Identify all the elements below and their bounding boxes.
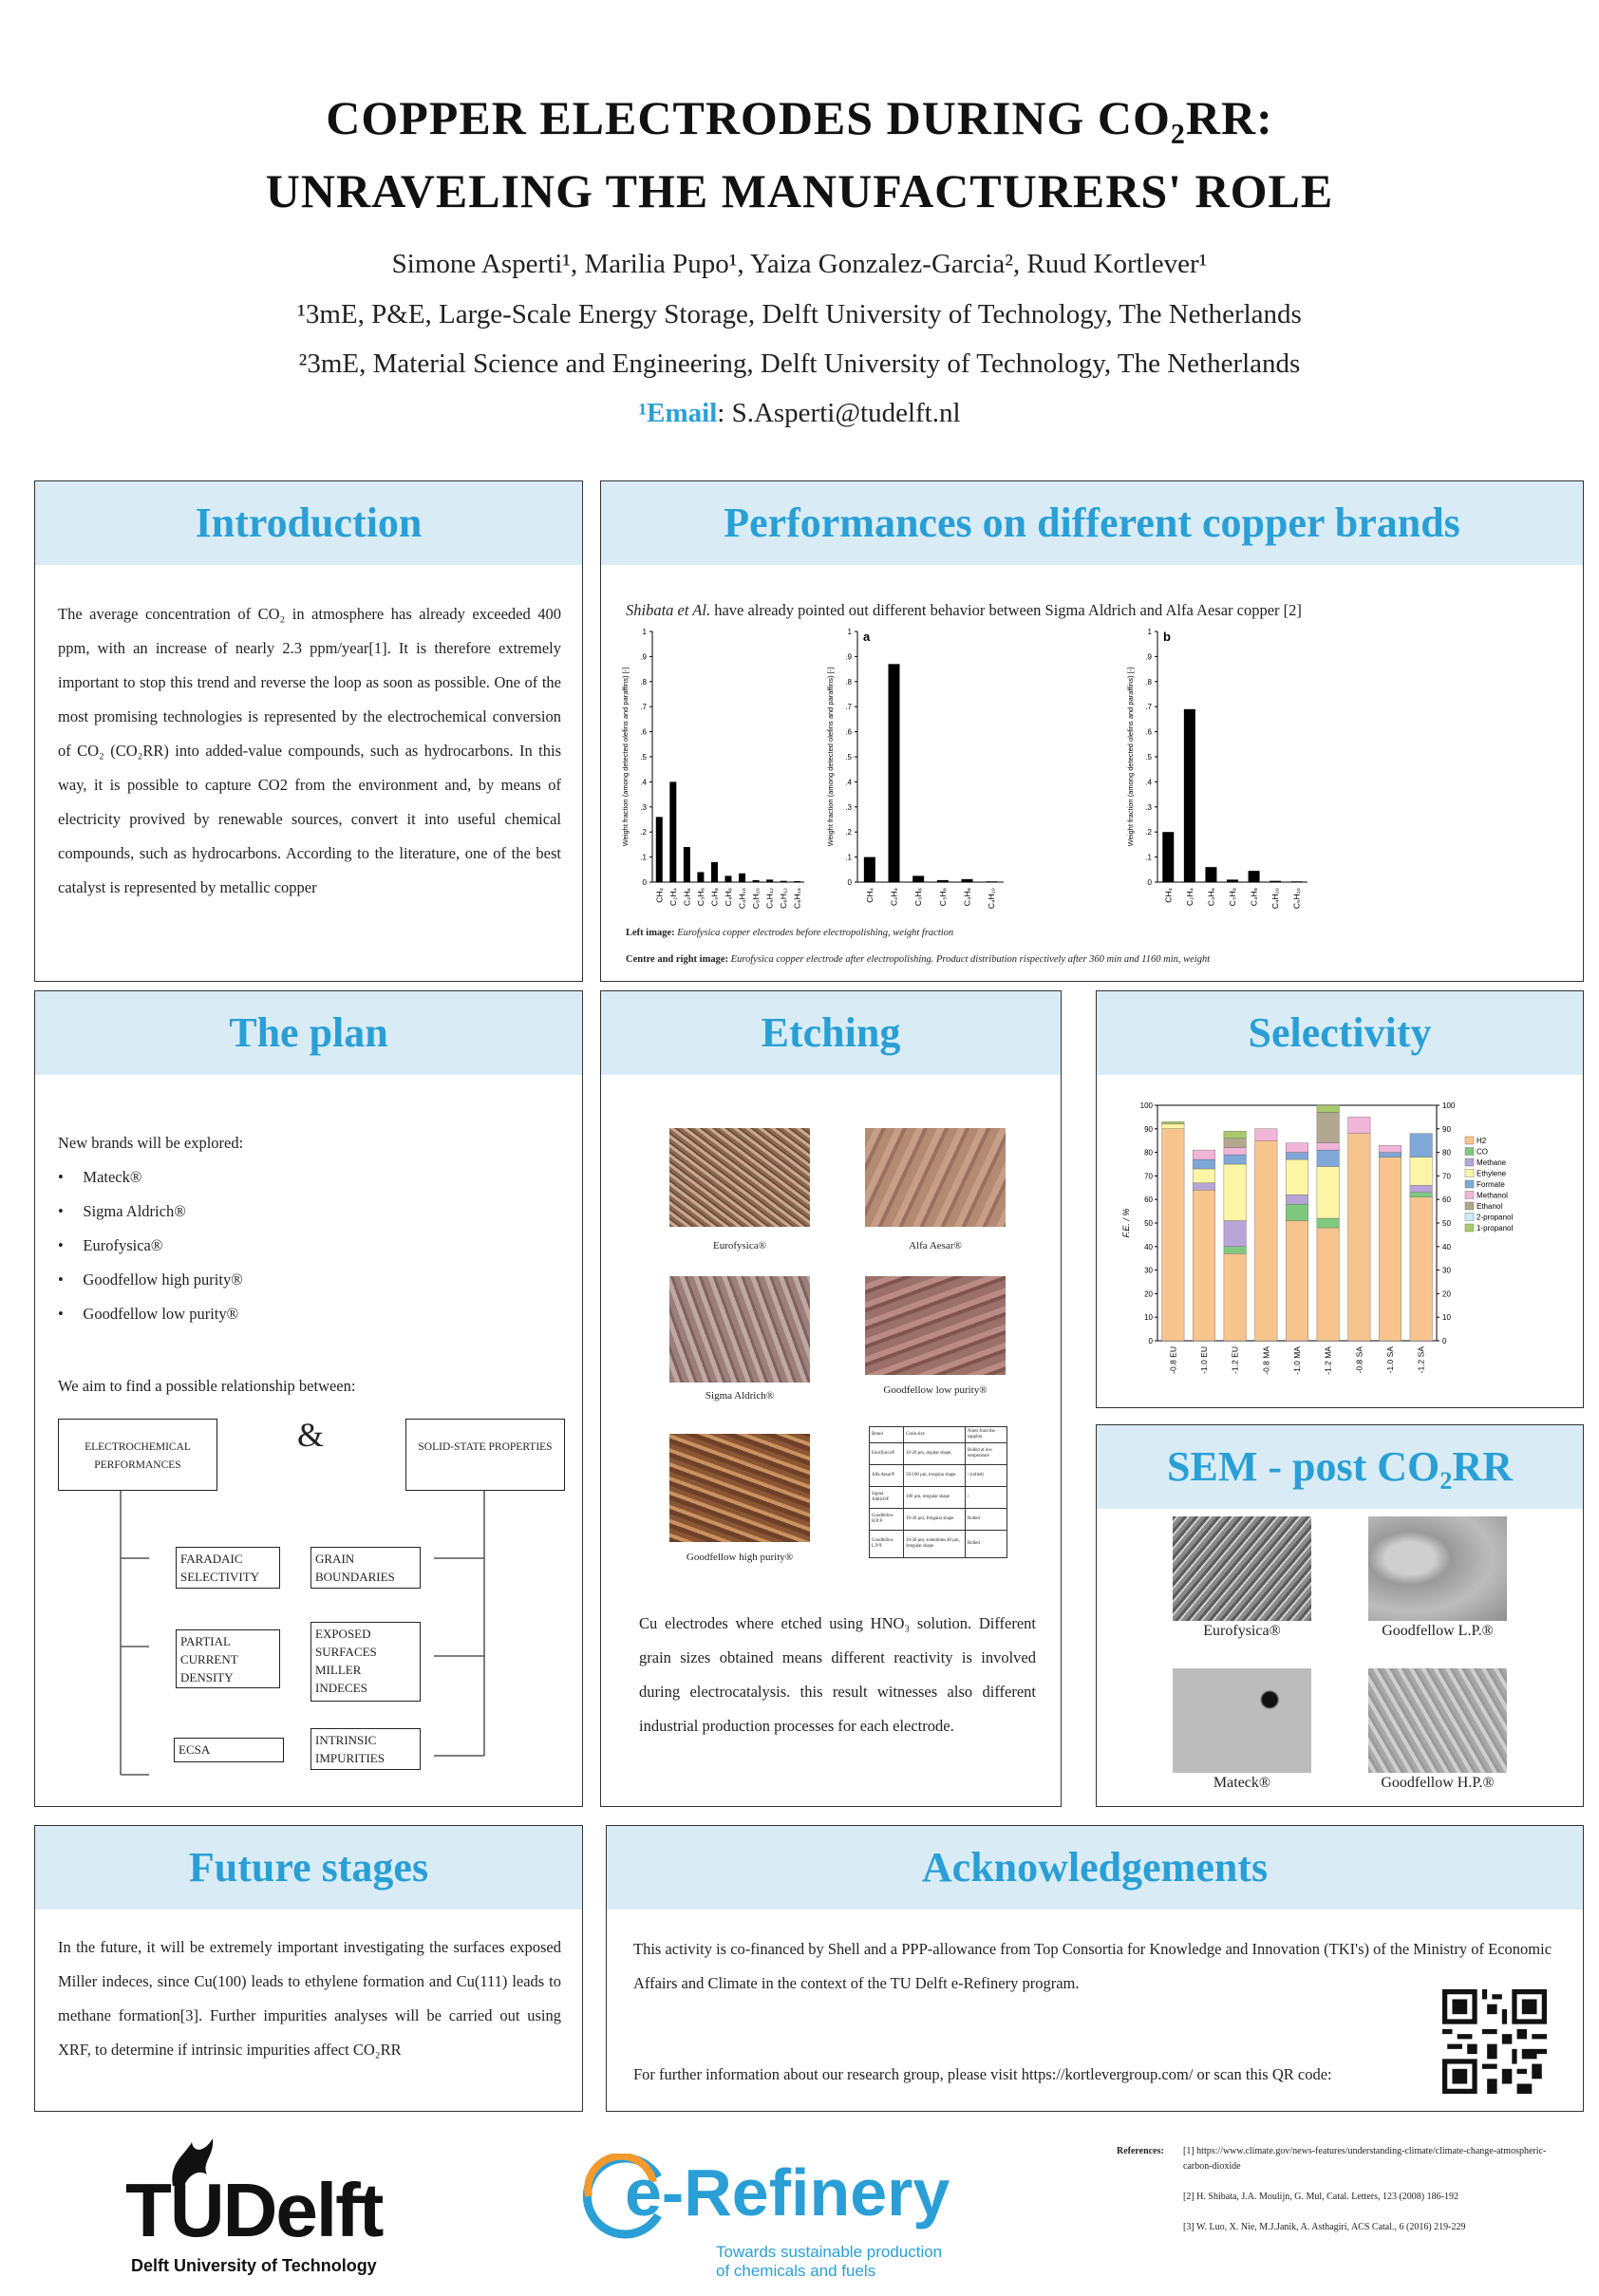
brand-list-item: • Eurofysica® [58, 1236, 163, 1254]
ack-panel [606, 1825, 1584, 2112]
stacked-bar-segment [1193, 1190, 1215, 1341]
etching-panel [600, 990, 1062, 1807]
micrograph-caption: Goodfellow low purity® [883, 1384, 988, 1396]
y-tick-label: 100 [1139, 1101, 1153, 1110]
y-tick-label: 30 [1144, 1266, 1153, 1275]
legend-label: Formate [1477, 1180, 1505, 1189]
y-tick-label: 1 [642, 628, 647, 636]
x-tick-label: C₃H₆ [1206, 888, 1216, 907]
y-tick-label: .9 [1145, 652, 1152, 662]
introduction-text: The average concentration of CO₂ in atmosphere has already exceeded 400 ppm, with an increase of nearly 2.3 ppm/year[1]. It is therefore extremely important to stop this trend and reverse the loop as soon as possible. One of the most promising technologies is represented by the electrochemical conversion of CO₂ (CO₂RR) into added-value compounds, such as hydrocarbons. In this way, it is possible to capture CO2 from the environment and, by means of electricity provived by renewable sources, convert it into useful chemical compounds, such as hydrocarbons. According to the literature, one of the best catalyst is represented by metallic copper [58, 605, 561, 896]
y-tick-label: .2 [640, 828, 647, 837]
selectivity-panel [1096, 990, 1584, 1408]
future-text: In the future, it will be extremely important investigating the surfaces exposed Miller indeces, since Cu(100) leads to ethylene formation and Cu(111) leads to methane formation[3]. Further impurities analyses will be carried out using XRF, to determine if intrinsic impurities affect CO₂RR [58, 1938, 561, 2059]
table-row: Goodfellow H.P.® 10-30 µm, Irregular shape Rolled [870, 1509, 1007, 1531]
legend-swatch [1465, 1170, 1474, 1177]
y-tick-label: 20 [1144, 1289, 1153, 1299]
ampersand: & [297, 1416, 325, 1454]
x-tick-label: -1.2 EU [1230, 1346, 1240, 1374]
legend-label: H2 [1477, 1137, 1487, 1145]
x-tick-label: C₆H₁₄ [792, 888, 802, 910]
stacked-bar-segment [1410, 1197, 1433, 1341]
x-tick-label: C₄H₁₀ [987, 888, 997, 910]
y-tick-label: .7 [1145, 703, 1152, 712]
x-tick-label: C₃H₈ [937, 888, 948, 907]
panel-label: b [1163, 630, 1171, 644]
stacked-bar-segment [1224, 1164, 1247, 1221]
y-axis-label: F.E. / % [1121, 1208, 1131, 1238]
x-tick-label: -0.8 SA [1354, 1346, 1364, 1374]
y-tick-label: 1 [1147, 628, 1152, 636]
legend-label: Methanol [1477, 1191, 1508, 1200]
x-tick-label: C₂H₄ [889, 888, 899, 907]
bar [739, 874, 745, 882]
y-tick-label: .4 [1145, 778, 1152, 787]
bar [753, 880, 760, 882]
faradaic-selectivity-box: FARADAIC SELECTIVITY [176, 1547, 280, 1589]
x-tick-label: C₆H₁₂ [779, 888, 789, 909]
erefinery-logo [568, 2148, 1062, 2281]
sem-image-goodfellow-hp [1368, 1668, 1507, 1773]
x-tick-label: C₄H₈ [962, 888, 972, 907]
y-tick-label: .7 [845, 703, 852, 712]
stacked-bar-segment [1162, 1121, 1185, 1123]
stacked-bar-segment [1410, 1185, 1433, 1192]
legend-label: 2-propanol [1477, 1213, 1514, 1222]
y-tick-label-right: 60 [1442, 1195, 1451, 1205]
faradaic-efficiency-chart-plot [1121, 1101, 1513, 1375]
legend-swatch [1465, 1224, 1474, 1232]
brand-list [58, 1160, 243, 1331]
micrograph-caption: Alfa Aesar® [909, 1240, 962, 1252]
stacked-bar-segment [1286, 1153, 1308, 1159]
y-tick-label: .6 [640, 727, 647, 737]
x-tick-label: C₅H₁₂ [764, 888, 775, 909]
bar [986, 881, 997, 882]
y-tick-label: .6 [1145, 727, 1152, 737]
legend-swatch [1465, 1158, 1474, 1166]
bar [1205, 867, 1216, 882]
grain-size-table [869, 1426, 1007, 1558]
bar [1291, 881, 1303, 882]
y-tick-label: .1 [640, 853, 647, 862]
brand-list-item: • Goodfellow low purity® [58, 1305, 239, 1323]
caption-left-label: Left image: [626, 928, 678, 938]
tu-delft-logo [125, 2135, 467, 2275]
stacked-bar-segment [1410, 1134, 1433, 1157]
bar [711, 862, 718, 882]
brand-list-item: • Goodfellow high purity® [58, 1270, 243, 1289]
bar [1270, 881, 1281, 882]
weight-fraction-chart-b [1126, 628, 1307, 909]
y-tick-label: .4 [640, 778, 647, 787]
y-tick-label-right: 80 [1442, 1148, 1451, 1157]
y-tick-label: .2 [845, 828, 852, 837]
y-axis-label: Weight fraction (among detected olefins and paraffins) [-] [1126, 667, 1135, 847]
y-tick-label: 70 [1144, 1172, 1153, 1181]
ack-heading: Acknowledgements [607, 1826, 1583, 1910]
table-header-cell: Grain size [904, 1427, 966, 1443]
x-tick-label: C₂H₄ [1184, 888, 1195, 907]
x-tick-label: C₃H₈ [1228, 888, 1237, 907]
y-tick-label: .3 [1145, 802, 1152, 812]
legend-label: 1-propanol [1477, 1224, 1514, 1233]
stacked-bar-segment [1193, 1169, 1215, 1183]
y-tick-label-right: 30 [1442, 1266, 1451, 1275]
micrograph-caption: Sigma Aldrich® [705, 1390, 775, 1402]
bar [684, 847, 690, 882]
micrograph-caption: Goodfellow high purity® [686, 1552, 794, 1563]
table-row: Goodfellow L.P.® 10-30 µm, sometimes 40 µm, Irregular shape Rolled [870, 1531, 1007, 1558]
y-tick-label: .6 [845, 727, 852, 737]
y-tick-label: 90 [1144, 1124, 1153, 1134]
x-tick-label: -1.2 SA [1416, 1346, 1426, 1374]
bar [697, 872, 704, 882]
table-row: Sigma Aldrich® 100 µm, irregular shape / [870, 1487, 1007, 1509]
table-row: Alfa Aesar® 50-100 µm, irregular shape / (rolled) [870, 1465, 1007, 1487]
x-tick-label: -1.0 MA [1292, 1346, 1302, 1375]
stacked-bar-segment [1317, 1218, 1340, 1228]
sem-caption: Eurofysica® [1203, 1623, 1281, 1639]
plan-panel [34, 990, 583, 1807]
faradaic-efficiency-chart [1104, 1098, 1579, 1402]
introduction-heading: Introduction [35, 481, 582, 565]
micrograph-caption: Eurofysica® [712, 1240, 766, 1252]
micrograph-sigma-aldrich [669, 1276, 810, 1383]
sem-panel [1096, 1424, 1584, 1807]
y-tick-label: .7 [640, 703, 647, 712]
stacked-bar-segment [1348, 1134, 1371, 1341]
bar [794, 881, 800, 882]
caption-left [626, 928, 953, 938]
stacked-bar-segment [1224, 1148, 1247, 1155]
stacked-bar-segment [1193, 1183, 1215, 1190]
y-tick-label: 1 [847, 628, 852, 636]
y-axis-label: Weight fraction (among detected olefins and paraffins) [-] [621, 667, 630, 847]
performances-intro-author: Shibata et Al. [626, 601, 711, 619]
email-line [0, 398, 1599, 429]
legend-swatch [1465, 1137, 1474, 1144]
authors: Simone Asperti¹, Marilia Pupo¹, Yaiza Gonzalez-Garcia², Ruud Kortlever¹ [391, 249, 1208, 279]
erefinery-tagline [716, 2243, 942, 2281]
stacked-bar-segment [1193, 1150, 1215, 1159]
weight-fraction-charts [614, 624, 1573, 939]
etching-heading: Etching [601, 991, 1061, 1075]
y-tick-label-right: 100 [1442, 1101, 1456, 1110]
stacked-bar-segment [1224, 1247, 1247, 1253]
panel-label: a [863, 630, 871, 644]
y-tick-label: .8 [640, 677, 647, 687]
stacked-bar-segment [1317, 1166, 1340, 1218]
erefinery-tagline-line2: of chemicals and fuels [716, 2262, 876, 2280]
caption-right-label: Centre and right image: [626, 954, 731, 965]
performances-intro [626, 601, 1302, 620]
y-tick-label: .2 [1145, 828, 1152, 837]
sem-caption: Mateck® [1213, 1775, 1271, 1791]
bar [1184, 709, 1195, 882]
etching-text: Cu electrodes where etched using HNO₃ solution. Different grain sizes obtained means different reactivity is involved during electrocatalysis. this result witnesses also different industrial production processes for each electrode. [639, 1614, 1036, 1735]
x-tick-label: CH₄ [1163, 888, 1174, 903]
erefinery-wordmark: e-Refinery [625, 2155, 950, 2230]
sem-heading: SEM - post CO₂RR [1097, 1425, 1583, 1509]
tu-delft-subtitle: Delft University of Technology [131, 2256, 377, 2275]
future-heading: Future stages [35, 1826, 582, 1910]
stacked-bar-segment [1317, 1228, 1340, 1341]
performances-intro-text: have already pointed out different behavior between Sigma Aldrich and Alfa Aesar copper [2] [710, 601, 1302, 619]
y-tick-label: 10 [1144, 1313, 1153, 1323]
x-tick-label: C₅H₁₀ [1291, 888, 1302, 910]
y-tick-label: .5 [1145, 753, 1152, 762]
stacked-bar-segment [1224, 1139, 1247, 1148]
caption-right-text: Eurofysica copper electrode after electropolishing. Product distribution rispectively after 360 min and 1160 min, weight [730, 954, 1211, 965]
x-tick-label: C₄H₁₀ [737, 888, 747, 910]
y-tick-label: .3 [640, 802, 647, 812]
y-tick-label: .5 [640, 753, 647, 762]
bar [766, 879, 773, 882]
stacked-bar-segment [1410, 1157, 1433, 1186]
y-axis-label: Weight fraction (among detected olefins and paraffins) [-] [826, 667, 835, 847]
micrograph-alfa-aesar [865, 1128, 1006, 1227]
bar [937, 880, 949, 882]
x-tick-label: -1.2 MA [1323, 1346, 1333, 1375]
bar [1249, 871, 1260, 882]
y-tick-label-right: 10 [1442, 1313, 1451, 1323]
stacked-bar-segment [1379, 1145, 1401, 1152]
y-tick-label: 80 [1144, 1148, 1153, 1157]
ack-further-info: For further information about our research group, please visit https://kortlevergroup.com/ or scan this QR code: [633, 2065, 1332, 2083]
bar [656, 817, 663, 882]
stacked-bar-segment [1317, 1105, 1340, 1112]
selectivity-heading: Selectivity [1097, 991, 1583, 1075]
reference-item: [3] W. Luo, X. Nie, M.J.Janik, A. Asthagiri, ACS Catal., 6 (2016) 219-229 [1183, 2222, 1466, 2232]
y-tick-label: 0 [1147, 878, 1152, 887]
x-tick-label: C₂H₆ [682, 888, 692, 907]
y-tick-label: .8 [1145, 677, 1152, 687]
x-tick-label: -0.8 EU [1168, 1346, 1178, 1374]
brand-list-item: • Sigma Aldrich® [58, 1202, 186, 1220]
email-value[interactable]: : S.Asperti@tudelft.nl [717, 398, 961, 428]
stacked-bar-segment [1224, 1253, 1247, 1341]
x-tick-label: C₃H₈ [709, 888, 720, 907]
y-tick-label: 60 [1144, 1195, 1153, 1205]
sem-image-goodfellow-lp [1368, 1516, 1507, 1621]
caption-left-text: Eurofysica copper electrodes before electropolishing, weight fraction [677, 928, 954, 938]
affiliation-1: ¹3mE, P&E, Large-Scale Energy Storage, Delft University of Technology, The Netherlands [297, 299, 1302, 329]
qr-code-icon[interactable] [1442, 1989, 1547, 2094]
brand-list-item: • Mateck® [58, 1168, 142, 1186]
partial-current-density-box: PARTIAL CURRENT DENSITY [176, 1629, 280, 1688]
stacked-bar-segment [1317, 1150, 1340, 1166]
bar [781, 881, 787, 882]
stacked-bar-segment [1317, 1112, 1340, 1142]
y-tick-label-right: 40 [1442, 1242, 1451, 1252]
bar [962, 879, 973, 882]
stacked-bar-segment [1162, 1129, 1185, 1341]
legend-label: CO [1477, 1147, 1488, 1157]
legend-swatch [1465, 1202, 1474, 1210]
table-header-cell: Brand [870, 1427, 904, 1443]
stacked-bar-segment [1224, 1131, 1247, 1138]
y-tick-label-right: 70 [1442, 1172, 1451, 1181]
poster-title-line1: COPPER ELECTRODES DURING CO₂RR: [326, 91, 1273, 144]
y-tick-label: 0 [642, 878, 647, 887]
y-tick-label: 0 [847, 878, 852, 887]
x-tick-label: C₃H₆ [913, 888, 924, 907]
legend-label: Ethanol [1477, 1202, 1503, 1211]
x-tick-label: C₃H₆ [695, 888, 705, 907]
weight-fraction-chart-left [621, 628, 804, 909]
table-header-cell: Notes from the supplier [966, 1427, 1007, 1443]
micrograph-eurofysica [669, 1128, 810, 1227]
stacked-bar-segment [1348, 1117, 1371, 1133]
sem-caption: Goodfellow H.P.® [1381, 1775, 1495, 1791]
y-tick-label: 50 [1144, 1219, 1153, 1228]
stacked-bar-segment [1224, 1155, 1247, 1164]
erefinery-tagline-line1: Towards sustainable production [716, 2243, 943, 2261]
intrinsic-impurities-box: INTRINSIC IMPURITIES [310, 1728, 421, 1770]
bar [1162, 832, 1174, 882]
bar [725, 875, 732, 882]
legend-swatch [1465, 1192, 1474, 1199]
stacked-bar-segment [1286, 1143, 1308, 1153]
x-tick-label: -0.8 MA [1261, 1346, 1271, 1375]
stacked-bar-segment [1286, 1204, 1308, 1220]
performances-panel [600, 480, 1584, 982]
x-tick-label: -1.0 SA [1385, 1346, 1395, 1374]
y-tick-label: .4 [845, 778, 852, 787]
y-tick-label: 0 [1148, 1337, 1153, 1346]
sem-caption: Goodfellow L.P.® [1382, 1623, 1494, 1639]
y-tick-label-right: 50 [1442, 1219, 1451, 1228]
poster-title-line2: UNRAVELING THE MANUFACTURERS' ROLE [265, 164, 1334, 217]
micrograph-goodfellow-high-purity [669, 1434, 810, 1542]
stacked-bar-segment [1193, 1159, 1215, 1169]
references-label: References: [1117, 2146, 1164, 2156]
legend-swatch [1465, 1214, 1474, 1221]
performances-heading: Performances on different copper brands [601, 481, 1583, 565]
x-tick-label: C₅H₁₀ [751, 888, 762, 910]
stacked-bar-segment [1410, 1193, 1433, 1197]
bar [864, 857, 875, 882]
bar [669, 781, 676, 882]
micrograph-goodfellow-low-purity [865, 1276, 1006, 1375]
y-tick-label-right: 90 [1442, 1124, 1451, 1134]
ack-text: This activity is co-financed by Shell and a PPP-allowance from Top Consortia for Knowledge and Innovation (TKI's) of the Ministry of Economic Affairs and Climate in the context of the TU Delft e-Refinery program. [633, 1940, 1552, 1992]
legend-label: Methane [1477, 1158, 1507, 1167]
y-tick-label: .1 [845, 853, 852, 862]
y-tick-label: 40 [1144, 1242, 1153, 1252]
stacked-bar-segment [1255, 1140, 1278, 1341]
tu-delft-wordmark: TUDelft [125, 2168, 383, 2252]
stacked-bar-segment [1255, 1129, 1278, 1140]
stacked-bar-segment [1286, 1221, 1308, 1341]
legend-swatch [1465, 1148, 1474, 1156]
email-label: ¹Email [638, 398, 718, 428]
table-header-row [870, 1427, 1007, 1443]
sem-image-eurofysica [1173, 1516, 1311, 1621]
caption-right [626, 954, 1210, 965]
stacked-bar-segment [1379, 1157, 1401, 1341]
future-panel [34, 1825, 583, 2112]
plan-intro: New brands will be explored: [58, 1134, 244, 1152]
stacked-bar-segment [1379, 1153, 1401, 1157]
y-tick-label: .8 [845, 677, 852, 687]
reference-item: [2] H. Shibata, J.A. Moulijn, G. Mul, Catal. Letters, 123 (2008) 186-192 [1183, 2192, 1458, 2202]
solid-state-properties-box: SOLID-STATE PROPERTIES [405, 1419, 565, 1491]
table-row: Eurofysica® 10-20 µm, regular shape, Rolled at low temperature [870, 1443, 1007, 1465]
stacked-bar-segment [1286, 1195, 1308, 1204]
grain-boundaries-box: GRAIN BOUNDARIES [310, 1547, 421, 1589]
x-tick-label: C₂H₄ [668, 888, 678, 907]
y-tick-label: .9 [845, 652, 852, 662]
ecsa-box: ECSA [174, 1738, 284, 1762]
stacked-bar-segment [1286, 1159, 1308, 1195]
exposed-surfaces-box: EXPOSED SURFACES MILLER INDECES [310, 1622, 421, 1702]
bar [912, 875, 924, 882]
weight-fraction-chart-a [826, 628, 1004, 909]
stacked-bar-segment [1317, 1143, 1340, 1150]
plan-aim: We aim to find a possible relationship between: [58, 1377, 356, 1395]
x-tick-label: CH₄ [654, 888, 665, 903]
x-tick-label: CH₄ [864, 888, 875, 903]
sem-image-mateck [1173, 1668, 1311, 1773]
legend-label: Ethylene [1477, 1169, 1507, 1178]
y-tick-label: .1 [1145, 853, 1152, 862]
legend-swatch [1465, 1180, 1474, 1188]
x-tick-label: C₄H₁₀ [1270, 888, 1281, 910]
introduction-panel [34, 480, 583, 982]
x-tick-label: C₄H₈ [724, 888, 733, 907]
y-tick-label: .9 [640, 652, 647, 662]
y-tick-label-right: 20 [1442, 1289, 1451, 1299]
x-tick-label: -1.0 EU [1199, 1346, 1209, 1374]
bar [1227, 879, 1238, 882]
y-tick-label: .3 [845, 802, 852, 812]
stacked-bar-segment [1224, 1221, 1247, 1247]
x-tick-label: C₄H₈ [1249, 888, 1259, 907]
plan-heading: The plan [35, 991, 582, 1075]
y-tick-label: .5 [845, 753, 852, 762]
stacked-bar-segment [1162, 1124, 1185, 1129]
y-tick-label-right: 0 [1442, 1337, 1447, 1346]
reference-item: [1] https://www.climate.gov/news-features/understanding-climate/climate-change-atmospheric-carbon-dioxide [1183, 2146, 1547, 2172]
electrochemical-performances-box: ELECTROCHEMICAL PERFORMANCES [58, 1419, 217, 1491]
affiliation-2: ²3mE, Material Science and Engineering, Delft University of Technology, The Netherlands [298, 348, 1301, 379]
bar [889, 664, 900, 882]
